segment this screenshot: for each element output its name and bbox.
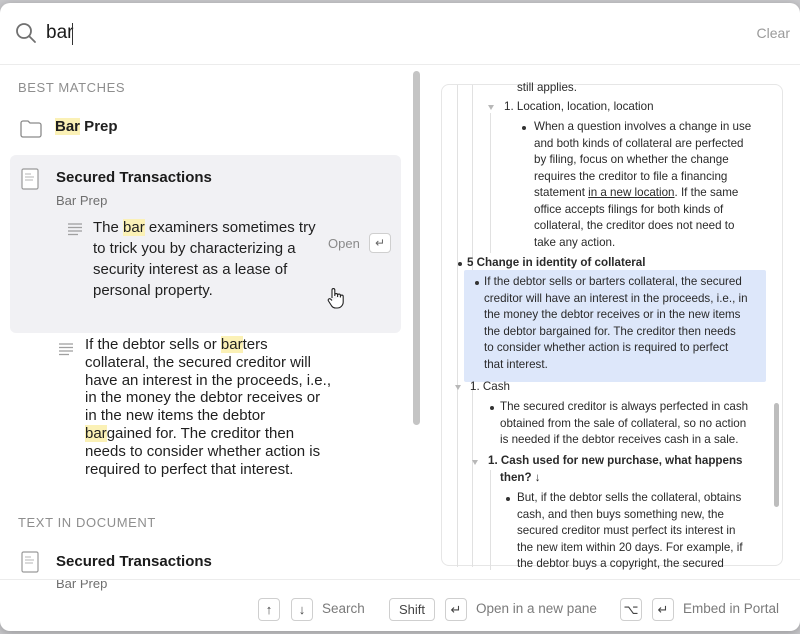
text-block-icon	[59, 343, 73, 355]
folder-icon	[20, 120, 42, 138]
bullet	[506, 497, 510, 501]
preview-paragraph-highlighted: If the debtor sells or barters collateral, the secured creditor will have an interest in the proceeds, i.e., in the money the debtor receives or in the new items the debtor bargained for. The creditor then needs to consider whether action is required to perfect that interest.	[484, 275, 748, 371]
preview-line: still applies.	[517, 81, 577, 94]
text-caret	[72, 23, 73, 45]
search-input[interactable]	[46, 18, 646, 48]
preview-heading: 1. Cash used for new purchase, what happens then? ↓	[488, 454, 743, 484]
doc-subtitle: Bar Prep	[56, 193, 108, 208]
result-doc-secured-transactions[interactable]	[10, 155, 401, 333]
bullet	[475, 281, 479, 285]
document-icon	[21, 168, 39, 190]
results-scrollbar[interactable]	[413, 71, 420, 425]
match-snippet-2[interactable]: If the debtor sells or barters collateral, the secured creditor will have an interest in the proceeds, i.e., in the money the debtor receives or in the new items the debtor bargained for. The creditor then needs to consider whether action is required to perfect that interest.	[85, 336, 331, 478]
document-icon	[21, 551, 39, 573]
keyboard-hints-footer	[0, 579, 800, 631]
indent-guide	[490, 113, 491, 253]
bullet	[490, 406, 494, 410]
open-in-new-pane-hint: Open in a new pane	[476, 601, 597, 616]
option-key: ⌥	[620, 598, 642, 621]
section-label-best-matches: BEST MATCHES	[18, 80, 126, 95]
document-preview	[441, 81, 783, 570]
doc-title: Secured Transactions	[56, 553, 212, 570]
search-bar	[0, 3, 800, 65]
indent-guide	[457, 85, 458, 567]
text-block-icon	[68, 223, 82, 235]
enter-key: ↵	[652, 598, 674, 621]
search-panel	[0, 3, 800, 631]
open-label[interactable]: Open	[328, 236, 360, 251]
preview-heading: 1. Location, location, location	[504, 100, 654, 113]
search-icon	[15, 22, 37, 44]
result-folder-bar-prep[interactable]	[18, 115, 398, 145]
location-link[interactable]: in a new location	[588, 186, 675, 199]
collapse-toggle-icon[interactable]	[488, 105, 494, 110]
shift-key: Shift	[389, 598, 435, 621]
folder-title: Bar Prep	[55, 118, 118, 135]
enter-key-hint: ↵	[369, 233, 391, 253]
collapse-toggle-icon[interactable]	[455, 385, 461, 390]
clear-button[interactable]: Clear	[756, 25, 790, 41]
results-list	[0, 65, 412, 591]
embed-in-portal-hint: Embed in Portal	[683, 601, 780, 616]
bullet	[458, 262, 462, 266]
arrow-up-key: ↑	[258, 598, 280, 621]
match-snippet: The bar examiners sometimes try to trick you by characterizing a security interest as a lease of personal property.	[93, 219, 316, 299]
search-hint: Search	[322, 601, 365, 616]
section-label-text-in-document: TEXT IN DOCUMENT	[18, 515, 156, 530]
preview-scrollbar[interactable]	[774, 403, 779, 507]
doc-subtitle: Bar Prep	[56, 576, 108, 591]
preview-paragraph: The secured creditor is always perfected in cash obtained from the sale of collateral, so no action is needed if the debtor receives cash in a sale.	[500, 400, 749, 446]
preview-heading: 1. Cash	[470, 380, 510, 393]
preview-paragraph: When a question involves a change in use and both kinds of collateral are perfected by filing, focus on whether the change requires the creditor to file a financing statement in a new location. If the same office accepts filings for both kinds of collateral, the creditor does not need to take any action.	[534, 120, 752, 249]
collapse-toggle-icon[interactable]	[472, 460, 478, 465]
bullet	[522, 126, 526, 130]
preview-heading: 5 Change in identity of collateral	[467, 256, 646, 269]
enter-key: ↵	[445, 598, 467, 621]
pointer-hand-icon	[326, 287, 346, 309]
arrow-down-key: ↓	[291, 598, 313, 621]
preview-paragraph: But, if the debtor sells the collateral, obtains cash, and then buys something new, the secured creditor must perfect its interest in the new item within 20 days. For example, if the debtor buys a copyright, the secured	[517, 491, 743, 570]
doc-title: Secured Transactions	[56, 169, 212, 186]
